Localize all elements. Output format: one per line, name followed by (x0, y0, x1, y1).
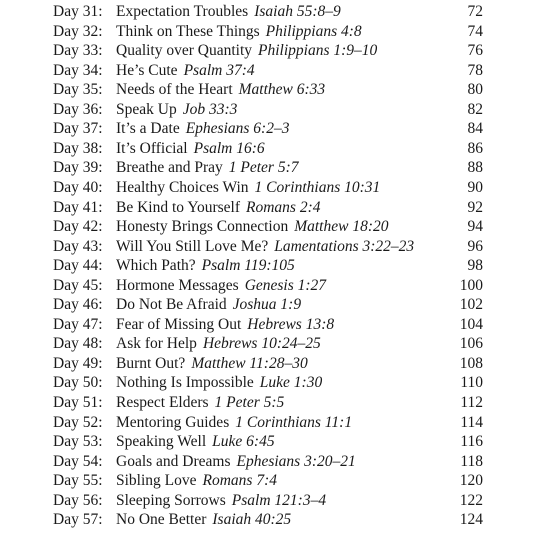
scripture-reference: Joshua 1:9 (232, 296, 302, 314)
toc-row (0, 22, 550, 42)
entry-title: Hormone Messages (116, 276, 239, 294)
scripture-reference: Matthew 6:33 (238, 81, 326, 99)
day-label: Day 34: (53, 61, 103, 79)
day-label: Day 50: (53, 374, 103, 392)
page-number: 124 (459, 511, 483, 529)
entry-text (116, 80, 325, 100)
toc-row (0, 315, 550, 335)
entry-text (116, 119, 289, 139)
entry-title: Healthy Choices Win (116, 178, 249, 196)
entry-text (116, 139, 265, 159)
toc-row (0, 256, 550, 276)
toc-row (0, 471, 550, 491)
toc-row (0, 198, 550, 218)
entry-text (116, 237, 414, 257)
scripture-reference: 1 Corinthians 11:1 (235, 413, 353, 431)
entry-title: Nothing Is Impossible (116, 374, 254, 392)
day-label: Day 44: (53, 257, 103, 275)
page-number: 72 (467, 3, 483, 20)
entry-text (116, 491, 326, 511)
entry-text (116, 178, 380, 198)
page-number: 108 (459, 354, 483, 372)
entry-text (116, 158, 298, 178)
entry-title: Quality over Quantity (116, 42, 253, 60)
entry-title: He’s Cute (116, 61, 178, 79)
entry-title: Burnt Out? (116, 354, 186, 372)
day-label: Day 37: (53, 120, 103, 138)
entry-title: Be Kind to Yourself (116, 198, 241, 216)
scripture-reference: Isaiah 40:25 (212, 511, 292, 529)
toc-row (0, 217, 550, 237)
page-number: 122 (459, 491, 483, 509)
entry-title: Respect Elders (116, 394, 209, 411)
page-number: 116 (460, 433, 483, 451)
page-number: 118 (460, 452, 483, 470)
page-number: 80 (467, 81, 483, 99)
day-label: Day 51: (53, 394, 103, 411)
entry-title: Ask for Help (116, 335, 197, 353)
scripture-reference: Philippians 1:9–10 (258, 42, 378, 60)
scripture-reference: Psalm 37:4 (183, 61, 255, 79)
page-number: 88 (467, 159, 483, 177)
entry-title: It’s a Date (116, 120, 180, 138)
day-label: Day 43: (53, 237, 103, 255)
entry-text (116, 432, 275, 452)
scripture-reference: Romans 2:4 (246, 198, 321, 216)
page-number: 74 (467, 22, 483, 40)
entry-text (116, 510, 291, 530)
toc-row (0, 237, 550, 257)
scripture-reference: Psalm 119:105 (201, 257, 295, 275)
scripture-reference: Hebrews 10:24–25 (202, 335, 321, 353)
day-label: Day 53: (53, 433, 103, 451)
toc-row (0, 452, 550, 472)
scripture-reference: 1 Corinthians 10:31 (254, 178, 381, 196)
toc-row (0, 276, 550, 296)
day-label: Day 57: (53, 511, 103, 529)
entry-title: Speak Up (116, 100, 177, 118)
entry-text (116, 413, 352, 433)
day-label: Day 45: (53, 276, 103, 294)
entry-text (116, 256, 295, 276)
scripture-reference: Lamentations 3:22–23 (274, 237, 415, 255)
page-number: 82 (467, 100, 483, 118)
day-label: Day 42: (53, 218, 103, 236)
entry-text (116, 61, 255, 81)
scripture-reference: Hebrews 13:8 (247, 315, 335, 333)
scripture-reference: Matthew 11:28–30 (191, 354, 308, 372)
entry-title: Honesty Brings Connection (116, 218, 289, 236)
entry-text (116, 471, 277, 491)
page-number: 110 (460, 374, 483, 392)
entry-text (116, 2, 341, 22)
page-number: 94 (467, 218, 483, 236)
page-number: 78 (467, 61, 483, 79)
page-number: 98 (467, 257, 483, 275)
entry-text (116, 22, 362, 42)
entry-text (116, 217, 389, 237)
scripture-reference: Luke 1:30 (259, 374, 323, 392)
day-label: Day 47: (53, 315, 103, 333)
scripture-reference: Matthew 18:20 (294, 218, 389, 236)
toc-row (0, 158, 550, 178)
scripture-reference: 1 Peter 5:5 (214, 394, 285, 411)
page-number: 90 (467, 178, 483, 196)
toc-row (0, 510, 550, 530)
page-number: 112 (460, 394, 483, 411)
day-label: Day 36: (53, 100, 103, 118)
day-label: Day 41: (53, 198, 103, 216)
page-number: 100 (459, 276, 483, 294)
day-label: Day 33: (53, 42, 103, 60)
toc-row (0, 354, 550, 374)
entry-text (116, 315, 334, 335)
scripture-reference: Genesis 1:27 (244, 276, 327, 294)
entry-title: Needs of the Heart (116, 81, 233, 99)
toc-row (0, 119, 550, 139)
day-label: Day 52: (53, 413, 103, 431)
day-label: Day 39: (53, 159, 103, 177)
entry-title: Breathe and Pray (116, 159, 223, 177)
entry-text (116, 100, 237, 120)
scripture-reference: Psalm 121:3–4 (231, 491, 327, 509)
scripture-reference: Ephesians 6:2–3 (185, 120, 290, 138)
entry-text (116, 295, 301, 315)
page-number: 102 (459, 296, 483, 314)
day-label: Day 31: (53, 3, 103, 20)
scripture-reference: Job 33:3 (182, 100, 238, 118)
toc-row (0, 80, 550, 100)
scripture-reference: Psalm 16:6 (193, 139, 265, 157)
scripture-reference: 1 Peter 5:7 (228, 159, 299, 177)
entry-title: Sleeping Sorrows (116, 491, 226, 509)
entry-text (116, 41, 377, 61)
entry-text (116, 354, 308, 374)
day-label: Day 49: (53, 354, 103, 372)
entry-title: Expectation Troubles (116, 3, 249, 20)
entry-title: It’s Official (116, 139, 188, 157)
day-label: Day 48: (53, 335, 103, 353)
day-label: Day 56: (53, 491, 103, 509)
page-number: 86 (467, 139, 483, 157)
entry-title: Mentoring Guides (116, 413, 230, 431)
scripture-reference: Isaiah 55:8–9 (254, 3, 341, 20)
day-label: Day 55: (53, 472, 103, 490)
entry-text (116, 373, 322, 393)
toc-row (0, 373, 550, 393)
entry-title: Do Not Be Afraid (116, 296, 227, 314)
entry-text (116, 198, 321, 218)
entry-text (116, 452, 356, 472)
toc-row (0, 295, 550, 315)
toc-row (0, 139, 550, 159)
page-number: 104 (459, 315, 483, 333)
toc-row (0, 432, 550, 452)
entry-title: Fear of Missing Out (116, 315, 242, 333)
entry-text (116, 393, 284, 413)
entry-title: Which Path? (116, 257, 196, 275)
page-number: 114 (460, 413, 483, 431)
toc-row (0, 61, 550, 81)
entry-title: Sibling Love (116, 472, 197, 490)
page-number: 92 (467, 198, 483, 216)
toc-row (0, 413, 550, 433)
toc-row (0, 491, 550, 511)
day-label: Day 40: (53, 178, 103, 196)
scripture-reference: Philippians 4:8 (265, 22, 362, 40)
entry-title: No One Better (116, 511, 207, 529)
entry-text (116, 276, 326, 296)
toc-row (0, 393, 550, 413)
day-label: Day 46: (53, 296, 103, 314)
page-number: 84 (467, 120, 483, 138)
scripture-reference: Luke 6:45 (212, 433, 275, 451)
page-number: 120 (459, 472, 483, 490)
scripture-reference: Ephesians 3:20–21 (236, 452, 356, 470)
day-label: Day 35: (53, 81, 103, 99)
entry-title: Will You Still Love Me? (116, 237, 269, 255)
entry-title: Speaking Well (116, 433, 207, 451)
toc-row (0, 334, 550, 354)
entry-title: Goals and Dreams (116, 452, 231, 470)
toc-row (0, 2, 550, 22)
entry-title: Think on These Things (116, 22, 260, 40)
day-label: Day 54: (53, 452, 103, 470)
page-number: 96 (467, 237, 483, 255)
page-number: 76 (467, 42, 483, 60)
page-number: 106 (459, 335, 483, 353)
scripture-reference: Romans 7:4 (202, 472, 277, 490)
entry-text (116, 334, 321, 354)
toc-row (0, 100, 550, 120)
day-label: Day 38: (53, 139, 103, 157)
toc-row (0, 41, 550, 61)
day-label: Day 32: (53, 22, 103, 40)
toc-row (0, 178, 550, 198)
